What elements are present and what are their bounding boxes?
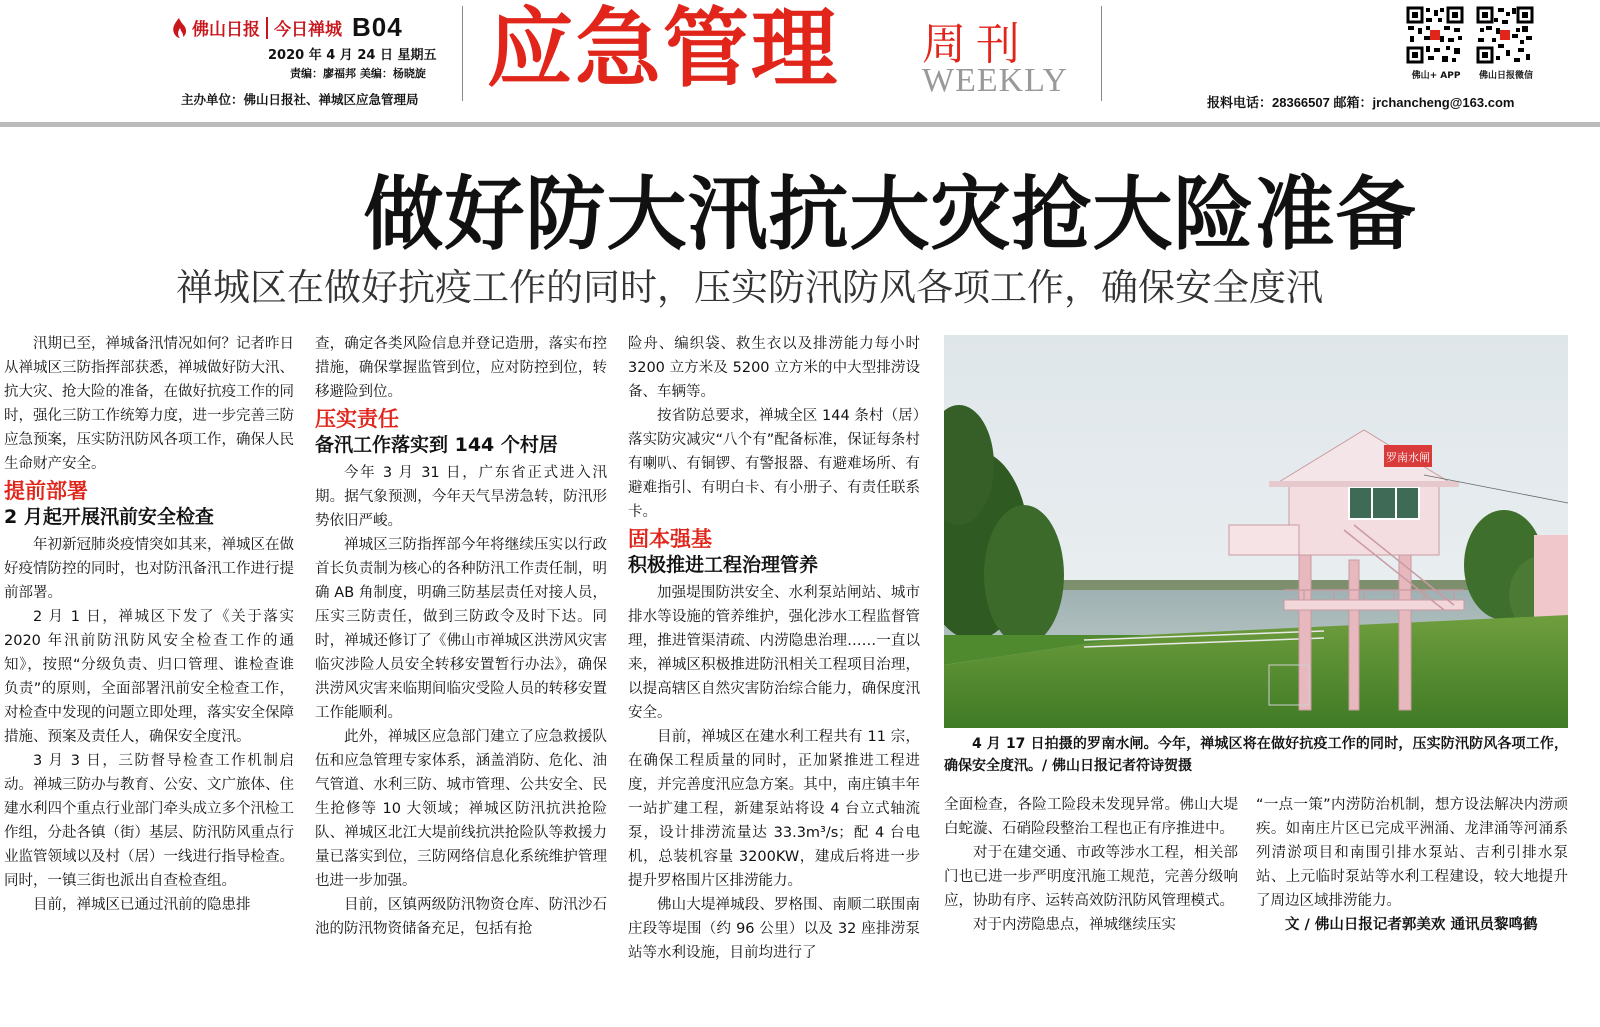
- article-byline: 文 / 佛山日报记者郭美欢 通讯员黎鸣鹤: [1285, 917, 1538, 933]
- masthead-divider: [1101, 6, 1102, 101]
- floodgate-photo: [944, 335, 1568, 728]
- main-headline: 做好防大汛抗大灾抢大险准备: [363, 168, 1417, 261]
- paragraph: 全面检查，各险工险段未发现异常。佛山大堤白蛇漩、石硝险段整治工程也正有序推进中。: [944, 797, 1238, 837]
- paragraph: “一点一策”内涝防治机制，想方设法解决内涝顽疾。如南庄片区已完成平洲涌、龙津涌等河涌系列清淤项目和南围引排水泵站、吉利引排水泵站、上元临时泵站等水利工程建设，较大地提升了周边区域排涝能力。: [1256, 797, 1568, 909]
- weekly-label-cn: 周刊: [922, 19, 1030, 70]
- paragraph: 3 月 3 日，三防督导检查工作机制启动。禅城三防办与教育、公安、文广旅体、住建水利四个重点行业部门牵头成立多个汛检工作组，分赴各镇（街）基层、防汛防风重点行业监管领域以及村（居）一线进行指导检查。同时，一镇三街也派出自查检查组。: [4, 753, 294, 889]
- sub-headline: 禅城区在做好抗疫工作的同时，压实防汛防风各项工作，确保安全度汛: [176, 266, 1323, 309]
- paragraph: 查，确定各类风险信息并登记造册，落实布控措施，确保掌握监管到位，应对防控到位，转移避险到位。: [315, 336, 607, 400]
- paragraph: 目前，区镇两级防汛物资仓库、防汛沙石池的防汛物资储备充足，包括有抢: [315, 897, 607, 937]
- section-heading: 2 月起开展汛前安全检查: [4, 506, 214, 528]
- article-column-2: [315, 332, 607, 980]
- brand: [170, 12, 403, 43]
- paragraph: 按省防总要求，禅城全区 144 条村（居）落实防灾减灾“八个有”配备标准，保证每条村有喇叭、有铜锣、有警报器、有避难场所、有避难指引、有明白卡、有小册子、有责任联系卡。: [628, 408, 920, 520]
- qr-label-app: 佛山+ APP: [1411, 71, 1461, 81]
- host-organizations: 主办单位：佛山日报社、禅城区应急管理局: [181, 92, 419, 107]
- paragraph: 险舟、编织袋、救生衣以及排涝能力每小时 3200 立方米及 5200 立方米的中大型排涝设备、车辆等。: [628, 336, 920, 400]
- flame-icon: [170, 17, 188, 39]
- masthead-title: 应急管理: [487, 0, 839, 99]
- section-kicker: 固本强基: [628, 527, 712, 551]
- photo-caption: 4 月 17 日拍摄的罗南水闸。今年，禅城区将在做好抗疫工作的同时，压实防汛防风各项工作，确保安全度汛。/ 佛山日报记者符诗贺摄: [944, 736, 1568, 774]
- paragraph: 加强堤围防洪安全、水利泵站闸站、城市排水等设施的管养维护，强化涉水工程监督管理，推进管渠清疏、内涝隐患治理……一直以来，禅城区积极推进防汛相关工程项目治理，以提高辖区自然灾害防治综合能力，确保度汛安全。: [628, 585, 920, 721]
- brand-divider: [266, 17, 268, 39]
- qr-code-icon[interactable]: [1406, 6, 1464, 64]
- section-kicker: 压实责任: [315, 407, 399, 431]
- page-number: B04: [352, 12, 403, 42]
- section-kicker: 提前部署: [4, 479, 88, 503]
- paragraph: 目前，禅城区已通过汛前的隐患排: [33, 897, 251, 913]
- paragraph: 目前，禅城区在建水利工程共有 11 宗，在确保工程质量的同时，正加紧推进工程进度，并完善度汛应急方案。其中，南庄镇丰年一站扩建工程，新建泵站将设 4 台立式轴流泵，设计排涝流量达 33.3m³/s；配 4 台电机，总装机容量 3200KW，建成后将进一步提升罗格围片区排涝能力。: [628, 729, 920, 889]
- editor-credits: 责编：廖福邦 美编：杨晓旋: [290, 67, 426, 80]
- paragraph: 今年 3 月 31 日，广东省正式进入汛期。据气象预测，今年天气旱涝急转，防汛形势依旧严峻。: [315, 465, 607, 529]
- section-heading: 备汛工作落实到 144 个村居: [315, 434, 558, 456]
- contact-info[interactable]: 报料电话：28366507 邮箱：jrchancheng@163.com: [1207, 95, 1515, 110]
- masthead: [0, 0, 1600, 122]
- paragraph: 禅城区三防指挥部今年将继续压实以行政首长负责制为核心的各种防汛工作责任制，明确 AB 角制度，明确三防基层责任对接人员，压实三防责任，做到三防政令及时下达。同时，禅城还修订了《佛山市禅城区洪涝风灾害临灾涉险人员安全转移安置暂行办法》，确保洪涝风灾害来临期间临灾受险人员的转移安置工作能顺利。: [315, 537, 607, 721]
- qr-label-wechat: 佛山日报微信: [1478, 71, 1533, 81]
- article-column-4: [944, 793, 1238, 983]
- section-name: 今日禅城: [274, 20, 342, 40]
- section-heading: 积极推进工程治理管养: [628, 554, 819, 576]
- paragraph: 汛期已至，禅城备汛情况如何？记者昨日从禅城区三防指挥部获悉，禅城做好防大汛、抗大灾、抢大险的准备，在做好抗疫工作的同时，强化三防工作统筹力度，进一步完善三防应急预案，压实防汛防风各项工作，确保人民生命财产安全。: [4, 336, 294, 472]
- qr-code-icon[interactable]: [1476, 6, 1534, 64]
- paragraph: 年初新冠肺炎疫情突如其来，禅城区在做好疫情防控的同时，也对防汛备汛工作进行提前部署。: [4, 537, 294, 601]
- weekly-label-en: WEEKLY: [922, 62, 1069, 99]
- paragraph: 对于内涝隐患点，禅城继续压实: [973, 917, 1176, 933]
- article-column-5: [1256, 793, 1568, 983]
- paragraph: 对于在建交通、市政等涉水工程，相关部门也已进一步严明度汛施工规范，完善分级响应，协助有序、运转高效防汛防风管理模式。: [944, 845, 1238, 909]
- paragraph: 佛山大堤禅城段、罗格围、南顺二联围南庄段等堤围（约 96 公里）以及 32 座排涝泵站等水利设施，目前均进行了: [628, 897, 920, 961]
- floodgate-sign: 罗南水闸: [1386, 451, 1430, 464]
- issue-date: 2020 年 4 月 24 日 星期五: [268, 48, 437, 63]
- paragraph: 此外，禅城区应急部门建立了应急救援队伍和应急管理专家体系，涵盖消防、危化、油气管道、水利三防、城市管理、公共安全、民生抢修等 10 大领域；禅城区防汛抗洪抢险队、禅城区北江大堤前线抗洪抢险队等救援力量已落实到位，三防网络信息化系统维护管理也进一步加强。: [315, 729, 607, 889]
- newspaper-logo: [170, 15, 260, 40]
- newspaper-name: 佛山日报: [192, 20, 260, 40]
- masthead-rule: [0, 122, 1600, 127]
- paragraph: 2 月 1 日，禅城区下发了《关于落实 2020 年汛前防汛防风安全检查工作的通知》，按照“分级负责、归口管理、谁检查谁负责”的原则，全面部署汛前安全检查工作，对检查中发现的问题立即处理，落实安全保障措施、预案及责任人，确保安全度汛。: [4, 609, 294, 745]
- article-column-1: [4, 332, 294, 980]
- masthead-divider: [462, 6, 463, 101]
- article-column-3: [628, 332, 920, 980]
